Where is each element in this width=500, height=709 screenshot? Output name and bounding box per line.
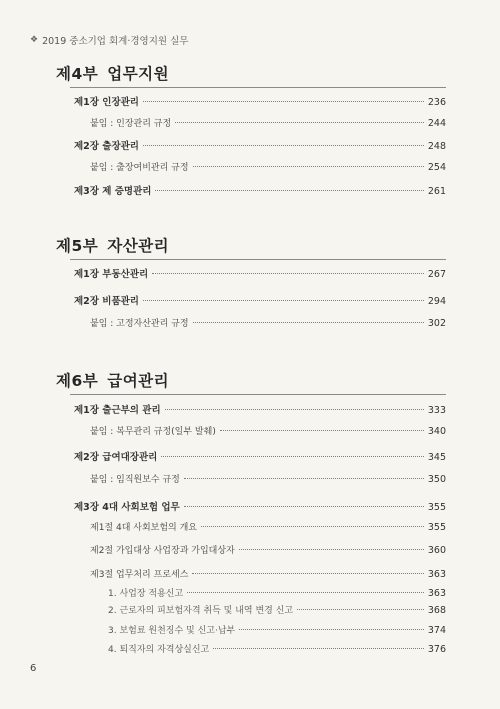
entry-page: 345 — [427, 452, 446, 463]
entry-label: 붙임 : 인장관리 규정 — [90, 119, 172, 129]
entry-page: 244 — [427, 118, 446, 129]
entry-page: 236 — [427, 97, 446, 108]
leader-dots — [201, 526, 424, 527]
toc-entry[interactable] — [74, 138, 446, 152]
entry-page: 374 — [427, 625, 446, 636]
page-number: 6 — [30, 663, 37, 674]
part-title: 급여관리 — [107, 372, 170, 390]
leader-dots — [175, 122, 424, 123]
toc-entry[interactable] — [108, 623, 446, 637]
diamond-bullet-icon: ❖ — [30, 35, 39, 45]
part-title: 업무지원 — [107, 65, 170, 83]
entry-label: 붙임 : 복무관리 규정(일부 발췌) — [90, 427, 216, 437]
entry-page: 363 — [427, 588, 446, 599]
leader-dots — [193, 322, 424, 323]
leader-dots — [187, 592, 424, 593]
entry-page: 363 — [427, 569, 446, 580]
part-number: 제4부 — [56, 65, 99, 83]
part-number: 제5부 — [56, 237, 99, 255]
toc-entry[interactable] — [74, 266, 446, 280]
leader-dots — [297, 609, 424, 610]
running-header — [30, 33, 188, 47]
toc-entry[interactable] — [90, 116, 446, 130]
toc-entry[interactable] — [90, 316, 446, 330]
section-rule — [70, 259, 446, 260]
toc-entry[interactable] — [90, 520, 446, 534]
leader-dots — [143, 300, 424, 301]
entry-page: 350 — [427, 474, 446, 485]
entry-page: 294 — [427, 296, 446, 307]
leader-dots — [155, 190, 423, 191]
leader-dots — [213, 648, 424, 649]
entry-label: 제3장 제 증명관리 — [74, 186, 152, 197]
toc-entry[interactable] — [74, 94, 446, 108]
leader-dots — [184, 478, 424, 479]
entry-page: 340 — [427, 426, 446, 437]
entry-label: 제1장 출근부의 관리 — [74, 405, 161, 416]
toc-entry[interactable] — [108, 642, 446, 656]
entry-label: 제3장 4대 사회보험 업무 — [74, 502, 180, 513]
entry-page: 355 — [427, 522, 446, 533]
leader-dots — [143, 145, 424, 146]
toc-entry[interactable] — [108, 586, 446, 600]
entry-page: 302 — [427, 318, 446, 329]
entry-label: 제1장 인장관리 — [74, 97, 139, 108]
entry-label: 3. 보험료 원천징수 및 신고·납부 — [108, 626, 236, 636]
leader-dots — [184, 506, 424, 507]
entry-label: 제2장 출장관리 — [74, 141, 139, 152]
part-number: 제6부 — [56, 372, 99, 390]
toc-entry[interactable] — [90, 472, 446, 486]
entry-page: 333 — [427, 405, 446, 416]
toc-entry[interactable] — [74, 402, 446, 416]
toc-entry[interactable] — [74, 293, 446, 307]
part-heading — [56, 369, 169, 391]
entry-label: 제3절 업무처리 프로세스 — [90, 570, 189, 580]
toc-entry[interactable] — [74, 449, 446, 463]
leader-dots — [192, 573, 423, 574]
entry-page: 355 — [427, 502, 446, 513]
entry-page: 267 — [427, 269, 446, 280]
entry-label: 2. 근로자의 피보험자격 취득 및 내역 변경 신고 — [108, 606, 294, 616]
toc-entry[interactable] — [74, 499, 446, 513]
toc-entry[interactable] — [108, 603, 446, 617]
entry-label: 제2장 급여대장관리 — [74, 452, 158, 463]
entry-page: 254 — [427, 162, 446, 173]
toc-entry[interactable] — [90, 543, 446, 557]
entry-label: 제1절 4대 사회보험의 개요 — [90, 523, 197, 533]
section-rule — [70, 394, 446, 395]
leader-dots — [143, 101, 424, 102]
entry-label: 제2절 가입대상 사업장과 가입대상자 — [90, 546, 235, 556]
entry-label: 붙임 : 출장여비관리 규정 — [90, 163, 189, 173]
leader-dots — [165, 409, 424, 410]
entry-page: 376 — [427, 644, 446, 655]
leader-dots — [239, 549, 424, 550]
toc-entry[interactable] — [90, 567, 446, 581]
toc-entry[interactable] — [90, 160, 446, 174]
leader-dots — [193, 166, 424, 167]
section-rule — [70, 87, 446, 88]
leader-dots — [152, 273, 424, 274]
leader-dots — [161, 456, 424, 457]
entry-label: 1. 사업장 적용신고 — [108, 589, 184, 599]
part-title: 자산관리 — [107, 237, 170, 255]
part-heading — [56, 62, 169, 84]
entry-page: 360 — [427, 545, 446, 556]
entry-label: 제1장 부동산관리 — [74, 269, 149, 280]
toc-entry[interactable] — [90, 424, 446, 438]
leader-dots — [239, 629, 424, 630]
entry-label: 붙임 : 고정자산관리 규정 — [90, 319, 189, 329]
entry-page: 248 — [427, 141, 446, 152]
leader-dots — [220, 430, 424, 431]
entry-label: 4. 퇴직자의 자격상실신고 — [108, 645, 210, 655]
part-heading — [56, 234, 169, 256]
running-header-text: 2019 중소기업 회계·경영지원 실무 — [42, 36, 189, 47]
entry-page: 261 — [427, 186, 446, 197]
entry-page: 368 — [427, 605, 446, 616]
toc-entry[interactable] — [74, 183, 446, 197]
entry-label: 붙임 : 임직원보수 규정 — [90, 475, 180, 485]
entry-label: 제2장 비품관리 — [74, 296, 139, 307]
